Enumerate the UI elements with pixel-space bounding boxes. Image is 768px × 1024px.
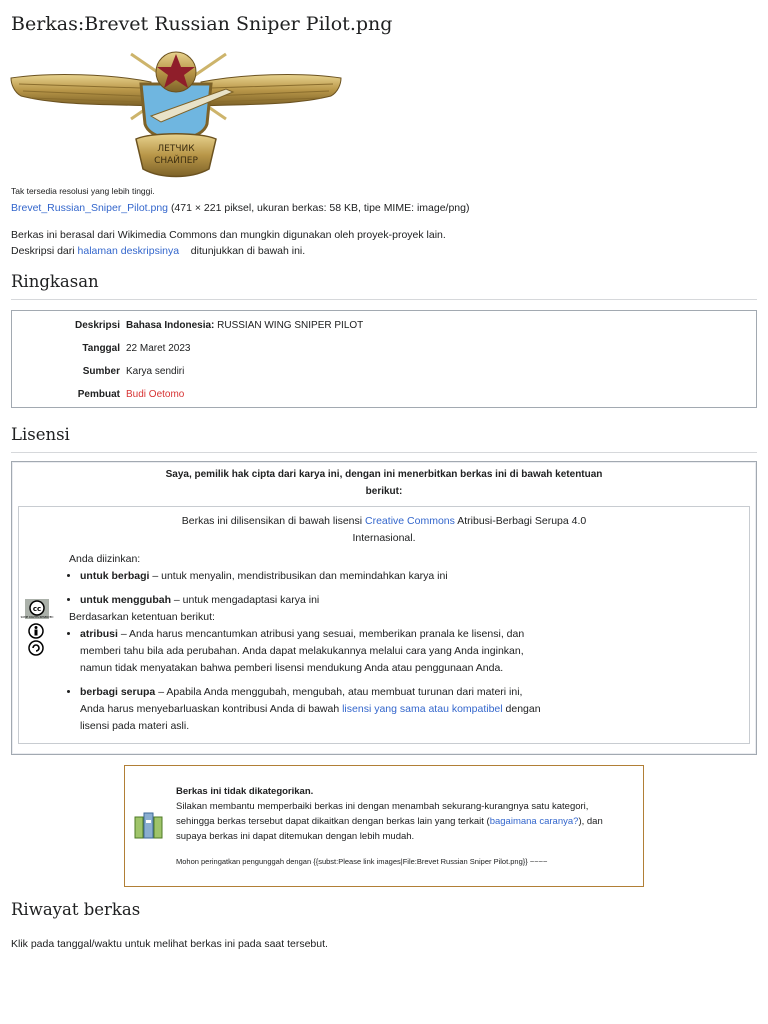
files-icon — [134, 812, 164, 843]
condition-item: • berbagi serupa – Apabila Anda menggubah, mengubah, atau membuat turunan dari materi ini, Anda harus menyebarluaskan kontribusi Anda di bawah lisensi yang sama atau kompatibel dengan lisensi pada materi asli. — [80, 684, 549, 735]
uncategorized-title: Berkas ini tidak dikategorikan. — [176, 786, 314, 797]
brevet-badge-image — [11, 44, 341, 184]
conditions-heading: Berdasarkan ketentuan berikut: — [69, 611, 215, 623]
summary-key: Pembuat — [77, 389, 120, 400]
page-title: Berkas:Brevet Russian Sniper Pilot.png — [11, 13, 393, 35]
summary-row-date — [12, 337, 363, 360]
uncategorized-body-end: ), dan supaya berkas ini dapat ditemukan dengan lebih mudah. — [176, 816, 603, 842]
cc-some-rights-text: SOME RIGHTS RESERVED — [20, 616, 54, 619]
allowed-heading: Anda diizinkan: — [69, 553, 141, 565]
summary-heading: Ringkasan — [11, 271, 757, 300]
uploader-note: Mohon peringatkan pengunggah dengan {{subst:Please link images|File:Brevet Russian Sniper Pilot.png}} ~~~~ — [176, 857, 548, 866]
file-image[interactable] — [11, 44, 341, 184]
summary-value: Karya sendiri — [126, 366, 185, 377]
condition-item: • atribusi – Anda harus mencantumkan atribusi yang sesuai, memberikan pranala ke lisensi, dan memberi tahu bila ada perubahan. Anda dapat melakukannya melalui cara yang Anda inginkan, namun tidak menyatakan bahwa pemberi lisensi mendukung Anda atau penggunaan Anda. — [80, 626, 549, 677]
summary-row-author — [12, 383, 363, 406]
owner-statement: Saya, pemilik hak cipta dari karya ini, dengan ini menerbitkan berkas ini di bawah ketentuan berikut: — [165, 469, 603, 497]
history-text: Klik pada tanggal/waktu untuk melihat berkas ini pada saat tersebut. — [11, 938, 328, 950]
summary-value: RUSSIAN WING SNIPER PILOT — [217, 320, 364, 331]
badge-text-1: ЛЕТЧИК — [157, 144, 195, 154]
summary-key: Tanggal — [82, 343, 120, 354]
commons-notice-suffix: ditunjukkan di bawah ini. — [190, 245, 306, 257]
file-info: (471 × 221 piksel, ukuran berkas: 58 KB, tipe MIME: image/png) — [170, 202, 470, 214]
license-name-link[interactable]: Atribusi-Berbagi Serupa 4.0 Internasional — [352, 515, 587, 544]
history-heading: Riwayat berkas — [11, 900, 141, 919]
license-inner-box — [18, 506, 750, 744]
author-link[interactable]: Budi Oetomo — [126, 389, 185, 400]
commons-notice-prefix: Deskripsi dari — [11, 245, 75, 257]
licensed-prefix: Berkas ini dilisensikan di bawah lisensi — [181, 515, 363, 527]
licensed-end: . — [412, 532, 416, 544]
badge-text-2: СНАЙПЕР — [154, 156, 198, 166]
compatible-license-link[interactable]: lisensi yang sama atau kompatibel — [342, 703, 503, 715]
allowed-item: • untuk berbagi – untuk menyalin, mendistribusikan dan memindahkan karya ini — [80, 568, 549, 585]
description-page-link[interactable]: halaman deskripsinya — [77, 245, 180, 257]
summary-value: 22 Maret 2023 — [126, 343, 191, 354]
summary-row-description — [12, 314, 363, 337]
summary-key: Deskripsi — [74, 320, 120, 331]
summary-box — [11, 310, 757, 408]
license-box — [11, 461, 757, 755]
uncategorized-notice — [124, 765, 644, 887]
file-link[interactable]: Brevet_Russian_Sniper_Pilot.png — [11, 202, 169, 214]
uncategorized-body: Silakan membantu memperbaiki berkas ini dengan menambah sekurang-kurangnya satu kategori, sehingga berkas tersebut dapat dikaitkan dengan berkas lain yang terkait ( — [176, 801, 589, 827]
creative-commons-link[interactable]: Creative Commons — [365, 515, 455, 527]
no-higher-res-text: Tak tersedia resolusi yang lebih tinggi. — [11, 186, 155, 196]
summary-key: Sumber — [82, 366, 120, 377]
allowed-item: • untuk menggubah – untuk mengadaptasi karya ini — [80, 592, 549, 609]
cc-logo — [20, 599, 54, 662]
share-alike-icon — [29, 641, 43, 655]
how-to-link[interactable]: bagaimana caranya? — [489, 816, 579, 827]
summary-lang: Bahasa Indonesia: — [126, 320, 215, 331]
svg-text:cc: cc — [32, 605, 42, 613]
license-heading: Lisensi — [11, 424, 757, 453]
commons-notice-line1: Berkas ini berasal dari Wikimedia Commons dan mungkin digunakan oleh proyek-proyek lain. — [11, 229, 446, 241]
summary-row-source — [12, 360, 363, 383]
